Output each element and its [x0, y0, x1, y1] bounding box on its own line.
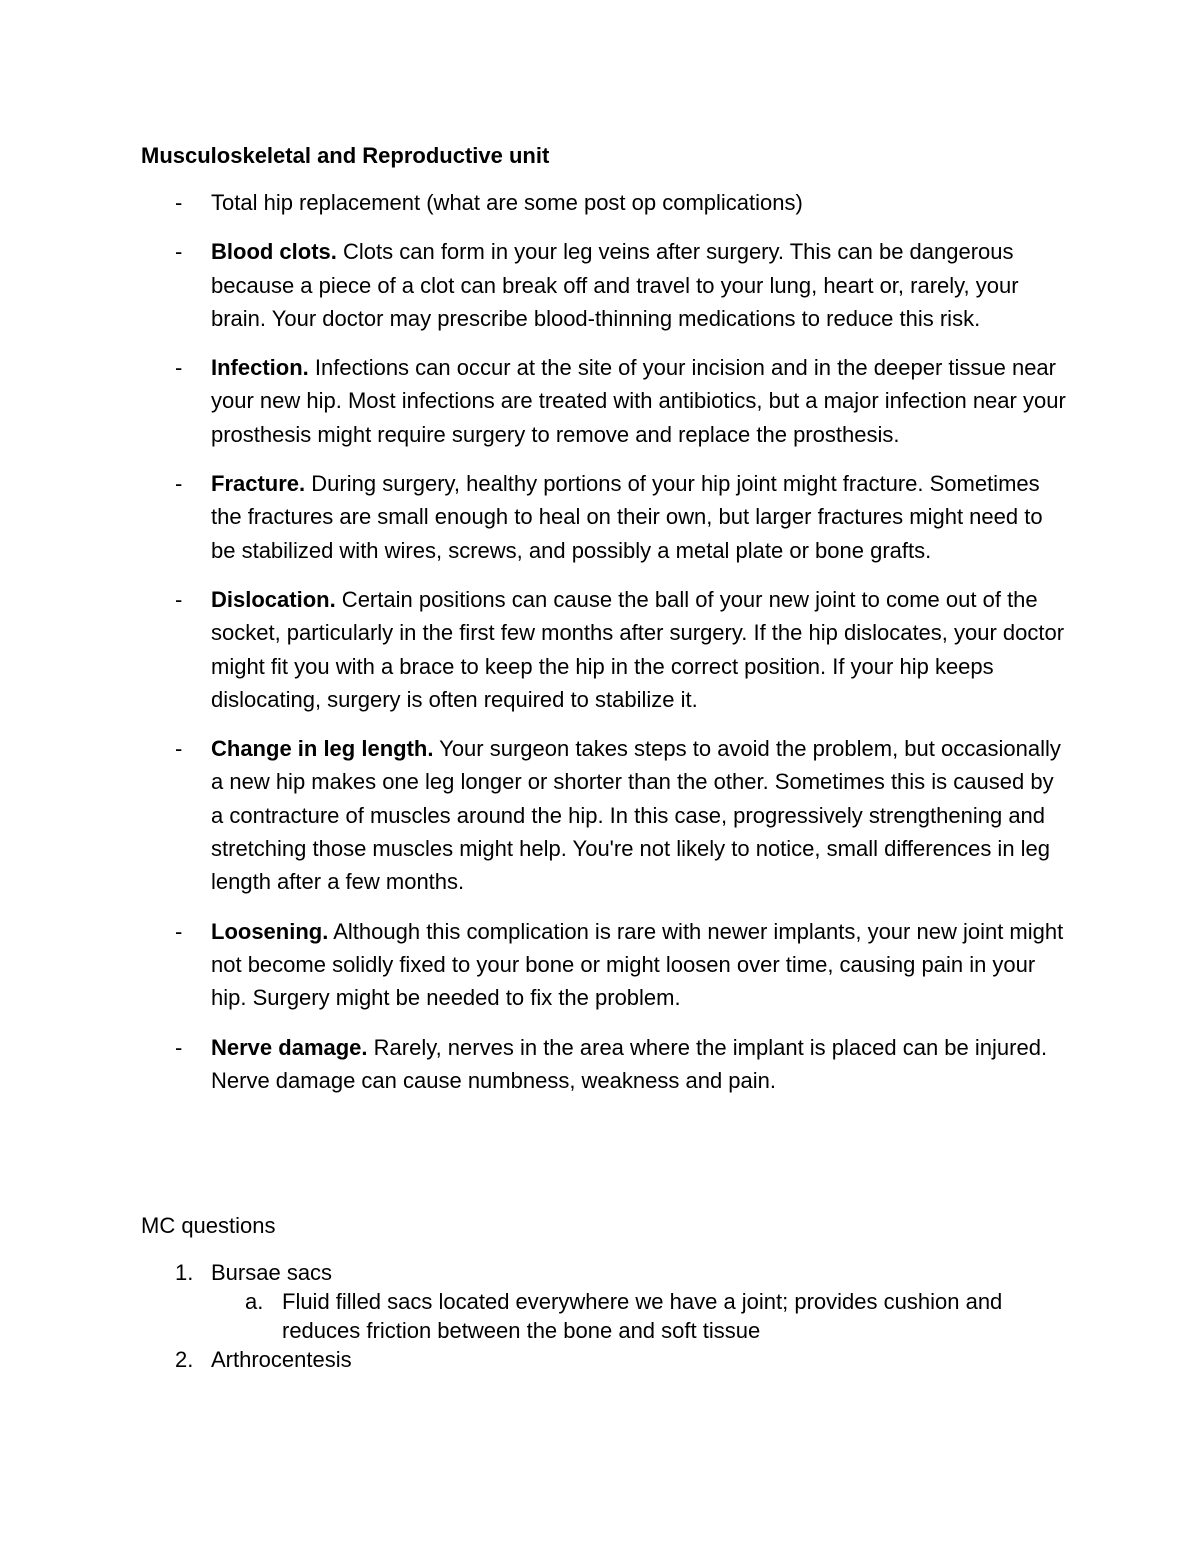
- complication-description: Clots can form in your leg veins after surgery. This can be dangerous because a piece of a clot can break off and travel to your lung, heart or, rarely, your brain. Your doctor may prescribe blood-thinning medications to reduce this risk.: [211, 239, 1019, 331]
- answer-text: Fluid filled sacs located everywhere we have a joint; provides cushion and reduces friction between the bone and soft tissue: [282, 1289, 1003, 1343]
- answer-list: [211, 1287, 1071, 1345]
- complication-term: Nerve damage.: [211, 1034, 368, 1060]
- dash-marker: -: [175, 239, 183, 265]
- mc-question-bursae-sacs: [141, 1258, 1071, 1345]
- list-item-loosening: [141, 915, 1071, 1015]
- complication-description: Infections can occur at the site of your incision and in the deeper tissue near your new hip. Most infections are treated with antibiotics, but a major infection near your prosthesis might require surgery to remove and replace the prosthesis.: [211, 355, 1066, 447]
- complication-description: Certain positions can cause the ball of your new joint to come out of the socket, particularly in the first few months after surgery. If the hip dislocates, your doctor might fit you with a brace to keep the hip in the correct position. If your hip keeps dislocating, surgery is often required to stabilize it.: [211, 586, 1065, 712]
- complication-term: Loosening.: [211, 918, 329, 944]
- question-text: Bursae sacs: [211, 1260, 333, 1285]
- question-number: 1.: [175, 1260, 194, 1285]
- list-item-change-in-leg-length: [141, 732, 1071, 898]
- document-title: Musculoskeletal and Reproductive unit: [141, 143, 550, 168]
- dash-marker: -: [175, 190, 183, 215]
- complication-term: Blood clots.: [211, 239, 337, 265]
- answer-letter: a.: [245, 1289, 264, 1314]
- complication-term: Change in leg length.: [211, 736, 434, 762]
- mc-questions-heading: MC questions: [141, 1213, 276, 1238]
- mc-question-arthrocentesis: [141, 1345, 1071, 1374]
- list-item-nerve-damage: [141, 1031, 1071, 1098]
- list-item-text: Total hip replacement (what are some post op complications): [211, 190, 803, 215]
- complication-description: During surgery, healthy portions of your hip joint might fracture. Sometimes the fractures are small enough to heal on their own, but larger fractures might need to be stabilized with wires, screws, and possibly a metal plate or bone grafts.: [211, 471, 1043, 563]
- dash-marker: -: [175, 586, 183, 612]
- list-item-dislocation: [141, 583, 1071, 716]
- complication-term: Infection.: [211, 355, 309, 381]
- dash-marker: -: [175, 355, 183, 381]
- dash-marker: -: [175, 471, 183, 497]
- complication-description: Rarely, nerves in the area where the implant is placed can be injured. Nerve damage can cause numbness, weakness and pain.: [211, 1034, 1048, 1093]
- answer-item: [211, 1287, 1071, 1345]
- complication-description: Although this complication is rare with newer implants, your new joint might not become solidly fixed to your bone or might loosen over time, causing pain in your hip. Surgery might be needed to fix the problem.: [211, 918, 1064, 1011]
- complications-list: [141, 186, 1071, 1113]
- dash-marker: -: [175, 918, 183, 944]
- complication-term: Dislocation.: [211, 586, 336, 612]
- dash-marker: -: [175, 736, 183, 762]
- mc-questions-list: [141, 1258, 1071, 1374]
- question-text: Arthrocentesis: [211, 1347, 352, 1372]
- list-item-total-hip-replacement: [141, 186, 1071, 219]
- complication-term: Fracture.: [211, 471, 306, 497]
- complication-description: Your surgeon takes steps to avoid the problem, but occasionally a new hip makes one leg longer or shorter than the other. Sometimes this is caused by a contracture of muscles around the hip. In this case, progressively strengthening and stretching those muscles might help. You're not likely to notice, small differences in leg length after a few months.: [211, 736, 1061, 895]
- question-number: 2.: [175, 1347, 194, 1372]
- list-item-blood-clots: [141, 235, 1071, 335]
- dash-marker: -: [175, 1034, 183, 1060]
- list-item-infection: [141, 351, 1071, 451]
- list-item-fracture: [141, 467, 1071, 567]
